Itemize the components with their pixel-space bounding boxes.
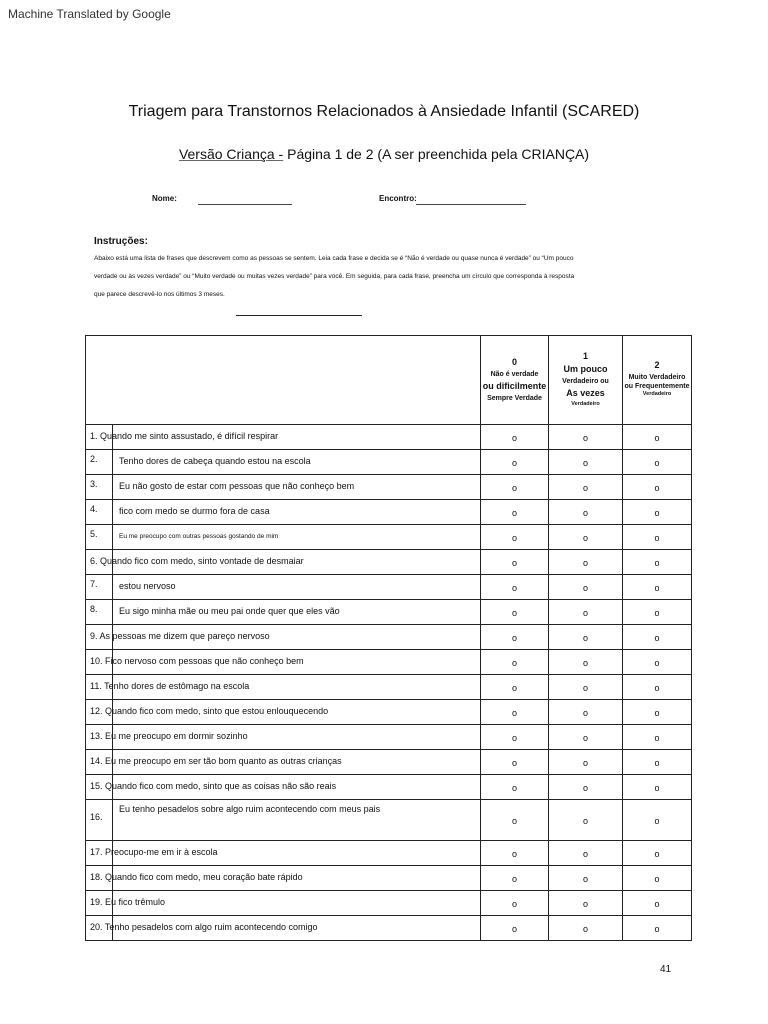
- question-number: 7.: [90, 579, 98, 589]
- column-label-line: Um pouco: [563, 363, 608, 374]
- answer-circle[interactable]: o: [654, 483, 660, 493]
- name-field[interactable]: [198, 204, 292, 205]
- margin-rule: [112, 524, 113, 550]
- answer-circle[interactable]: o: [582, 508, 588, 518]
- question-text: Eu tenho pesadelos sobre algo ruim acontecendo com meus pais: [119, 804, 381, 814]
- question-text: 15. Quando fico com medo, sinto que as coisas não são reais: [90, 781, 337, 791]
- answer-option-0[interactable]: [481, 625, 549, 650]
- answer-circle[interactable]: o: [511, 816, 517, 826]
- instructions-line: Abaixo está uma lista de frases que descrevem como as pessoas se sentem. Leia cada frase e decida se é “Não é verdade ou quase nunca é verdade” ou “Um pouco: [94, 255, 574, 262]
- column-score-2: 2: [654, 360, 660, 371]
- instructions-line: que parece descrevê-lo nos últimos 3 meses.: [94, 291, 225, 298]
- answer-circle[interactable]: o: [511, 758, 517, 768]
- statement-cell: [86, 725, 481, 750]
- column-label-line: Sempre Verdade: [487, 394, 542, 402]
- answer-option-1[interactable]: [549, 600, 623, 625]
- answer-option-2[interactable]: [623, 550, 692, 575]
- column-score-1: 1: [582, 350, 588, 361]
- answer-option-0[interactable]: [481, 675, 549, 700]
- answer-circle[interactable]: o: [511, 558, 517, 568]
- answer-option-1[interactable]: [549, 675, 623, 700]
- page-subtitle: [0, 146, 768, 162]
- instructions-title: Instruções:: [94, 236, 148, 247]
- subtitle-version: Versão Criança -: [178, 146, 284, 162]
- column-label-line: As vezes: [566, 387, 605, 398]
- answer-circle[interactable]: o: [511, 683, 517, 693]
- meeting-label: Encontro:: [379, 194, 417, 203]
- question-text: Eu me preocupo com outras pessoas gostando de mim: [119, 533, 279, 540]
- answer-circle[interactable]: o: [654, 874, 660, 884]
- table-row: [86, 575, 692, 600]
- column-header-1: [549, 336, 623, 425]
- answer-circle[interactable]: o: [582, 483, 588, 493]
- question-text: fico com medo se durmo fora de casa: [119, 506, 270, 516]
- answer-circle[interactable]: o: [511, 658, 517, 668]
- answer-circle[interactable]: o: [511, 924, 517, 934]
- question-text: Eu não gosto de estar com pessoas que não conheço bem: [119, 481, 355, 491]
- answer-circle[interactable]: o: [582, 533, 588, 543]
- table-row: [86, 800, 692, 841]
- question-text: 14. Eu me preocupo em ser tão bom quanto as outras crianças: [90, 756, 342, 766]
- subtitle-rest: Página 1 de 2 (A ser preenchida pela CRIANÇA): [283, 146, 590, 162]
- answer-option-0[interactable]: [481, 575, 549, 600]
- margin-rule: [112, 599, 113, 625]
- answer-option-0[interactable]: [481, 475, 549, 500]
- table-row: [86, 600, 692, 625]
- answer-circle[interactable]: o: [654, 924, 660, 934]
- answer-circle[interactable]: o: [582, 658, 588, 668]
- answer-circle[interactable]: o: [582, 816, 588, 826]
- page-number: 41: [660, 964, 672, 975]
- answer-circle[interactable]: o: [582, 899, 588, 909]
- answer-option-0[interactable]: [481, 425, 549, 450]
- answer-option-1[interactable]: [549, 866, 623, 891]
- answer-circle[interactable]: o: [582, 733, 588, 743]
- answer-circle[interactable]: o: [582, 458, 588, 468]
- statement-cell: [86, 841, 481, 866]
- answer-circle[interactable]: o: [654, 708, 660, 718]
- answer-circle[interactable]: o: [654, 899, 660, 909]
- question-text: 6. Quando fico com medo, sinto vontade de desmaiar: [90, 556, 304, 566]
- question-text: 20. Tenho pesadelos com algo ruim acontecendo comigo: [90, 922, 318, 932]
- statement-cell: [86, 891, 481, 916]
- answer-option-1[interactable]: [549, 775, 623, 800]
- question-text: Eu sigo minha mãe ou meu pai onde quer que eles vão: [119, 606, 340, 616]
- table-row: [86, 725, 692, 750]
- page-title: Triagem para Transtornos Relacionados à Ansiedade Infantil (SCARED): [128, 103, 640, 120]
- answer-option-0[interactable]: [481, 800, 549, 841]
- column-score-0: 0: [511, 356, 517, 367]
- column-label-line: Verdadeiro: [642, 391, 672, 398]
- answer-option-0[interactable]: [481, 600, 549, 625]
- statement-cell: [86, 475, 481, 500]
- statement-cell: [86, 916, 481, 941]
- answer-option-1[interactable]: [549, 425, 623, 450]
- statement-cell: [86, 700, 481, 725]
- answer-option-2[interactable]: [623, 800, 692, 841]
- answer-option-1[interactable]: [549, 625, 623, 650]
- answer-option-2[interactable]: [623, 675, 692, 700]
- statement-cell: [86, 750, 481, 775]
- answer-option-2[interactable]: [623, 625, 692, 650]
- table-row: [86, 750, 692, 775]
- answer-option-2[interactable]: [623, 600, 692, 625]
- answer-option-1[interactable]: [549, 450, 623, 475]
- answer-option-2[interactable]: [623, 650, 692, 675]
- answer-circle[interactable]: o: [654, 583, 660, 593]
- margin-rule: [112, 474, 113, 500]
- table-row: [86, 775, 692, 800]
- question-number: 3.: [90, 479, 98, 489]
- answer-option-0[interactable]: [481, 550, 549, 575]
- statement-cell: [86, 866, 481, 891]
- answer-option-2[interactable]: [623, 775, 692, 800]
- answer-circle[interactable]: o: [654, 508, 660, 518]
- table-row: [86, 550, 692, 575]
- question-text: 13. Eu me preocupo em dormir sozinho: [90, 731, 248, 741]
- question-number: 16.: [90, 812, 103, 822]
- answer-circle[interactable]: o: [511, 458, 517, 468]
- answer-circle[interactable]: o: [654, 458, 660, 468]
- answer-option-2[interactable]: [623, 575, 692, 600]
- answer-option-2[interactable]: [623, 700, 692, 725]
- table-row: [86, 450, 692, 475]
- answer-option-2[interactable]: [623, 866, 692, 891]
- column-header-0: [481, 336, 549, 425]
- answer-circle[interactable]: o: [582, 758, 588, 768]
- answer-circle[interactable]: o: [582, 558, 588, 568]
- statement-cell: [86, 450, 481, 475]
- table-row: [86, 891, 692, 916]
- answer-circle[interactable]: o: [654, 433, 660, 443]
- answer-option-2[interactable]: [623, 500, 692, 525]
- answer-option-2[interactable]: [623, 841, 692, 866]
- answer-circle[interactable]: o: [654, 533, 660, 543]
- statement-cell: [86, 625, 481, 650]
- table-row: [86, 916, 692, 941]
- answer-circle[interactable]: o: [511, 583, 517, 593]
- answer-option-0[interactable]: [481, 750, 549, 775]
- answer-option-2[interactable]: [623, 525, 692, 550]
- answer-option-2[interactable]: [623, 475, 692, 500]
- column-label-line: ou dificilmente: [482, 380, 547, 391]
- question-text: 18. Quando fico com medo, meu coração bate rápido: [90, 872, 303, 882]
- table-row: [86, 500, 692, 525]
- answer-circle[interactable]: o: [582, 433, 588, 443]
- answer-option-0[interactable]: [481, 650, 549, 675]
- scared-questionnaire-table: [85, 335, 692, 941]
- answer-option-2[interactable]: [623, 425, 692, 450]
- answer-circle[interactable]: o: [582, 608, 588, 618]
- answer-circle[interactable]: o: [511, 783, 517, 793]
- table-row: [86, 675, 692, 700]
- question-text: estou nervoso: [119, 581, 176, 591]
- table-row: [86, 866, 692, 891]
- meeting-field[interactable]: [416, 204, 526, 205]
- name-label: Nome:: [152, 194, 177, 203]
- column-label-line: ou Frequentemente: [624, 383, 690, 391]
- statement-cell: [86, 500, 481, 525]
- answer-option-2[interactable]: [623, 450, 692, 475]
- answer-option-2[interactable]: [623, 750, 692, 775]
- answer-circle[interactable]: o: [511, 433, 517, 443]
- answer-option-0[interactable]: [481, 450, 549, 475]
- question-number: 2.: [90, 454, 98, 464]
- answer-option-0[interactable]: [481, 841, 549, 866]
- table-row: [86, 425, 692, 450]
- question-text: 19. Eu fico trêmulo: [90, 897, 166, 907]
- answer-circle[interactable]: o: [582, 583, 588, 593]
- table-row: [86, 841, 692, 866]
- answer-option-0[interactable]: [481, 775, 549, 800]
- question-number: 8.: [90, 604, 98, 614]
- statement-header-cell: [86, 336, 481, 425]
- separator-line: [236, 315, 362, 316]
- statement-cell: [86, 650, 481, 675]
- answer-option-0[interactable]: [481, 500, 549, 525]
- answer-circle[interactable]: o: [511, 533, 517, 543]
- instructions-line: verdade ou às vezes verdade” ou “Muito verdade ou muitas vezes verdade” para você. Em seguida, para cada frase, preencha um círculo que corresponda à resposta: [94, 273, 575, 280]
- column-label-line: Muito Verdadeiro: [628, 374, 686, 382]
- question-text: 9. As pessoas me dizem que pareço nervoso: [90, 631, 270, 641]
- answer-circle[interactable]: o: [654, 558, 660, 568]
- answer-option-1[interactable]: [549, 725, 623, 750]
- answer-option-0[interactable]: [481, 700, 549, 725]
- answer-circle[interactable]: o: [511, 733, 517, 743]
- table-row: [86, 525, 692, 550]
- answer-option-1[interactable]: [549, 750, 623, 775]
- answer-option-1[interactable]: [549, 891, 623, 916]
- statement-cell: [86, 775, 481, 800]
- answer-circle[interactable]: o: [654, 816, 660, 826]
- answer-option-0[interactable]: [481, 525, 549, 550]
- margin-rule: [112, 499, 113, 525]
- answer-circle[interactable]: o: [511, 899, 517, 909]
- statement-cell: [86, 525, 481, 550]
- answer-circle[interactable]: o: [582, 708, 588, 718]
- question-text: 17. Preocupo-me em ir à escola: [90, 847, 218, 857]
- answer-option-1[interactable]: [549, 800, 623, 841]
- answer-option-2[interactable]: [623, 891, 692, 916]
- answer-option-1[interactable]: [549, 500, 623, 525]
- column-header-2: [623, 336, 692, 425]
- answer-circle[interactable]: o: [511, 508, 517, 518]
- answer-circle[interactable]: o: [654, 633, 660, 643]
- answer-option-2[interactable]: [623, 725, 692, 750]
- answer-option-2[interactable]: [623, 916, 692, 941]
- machine-translated-banner: Machine Translated by Google: [8, 7, 171, 21]
- answer-circle[interactable]: o: [511, 849, 517, 859]
- question-text: 10. Fico nervoso com pessoas que não conheço bem: [90, 656, 304, 666]
- answer-option-1[interactable]: [549, 841, 623, 866]
- answer-option-0[interactable]: [481, 891, 549, 916]
- column-label-line: Não é verdade: [490, 370, 539, 378]
- statement-cell: [86, 800, 481, 841]
- question-number: 4.: [90, 504, 98, 514]
- answer-circle[interactable]: o: [654, 658, 660, 668]
- column-label-line: Verdadeiro: [571, 400, 600, 407]
- table-row: [86, 625, 692, 650]
- answer-option-1[interactable]: [549, 550, 623, 575]
- column-label-line: Verdadeiro ou: [562, 377, 609, 385]
- question-text: 11. Tenho dores de estômago na escola: [90, 681, 250, 691]
- statement-cell: [86, 600, 481, 625]
- question-text: 12. Quando fico com medo, sinto que estou enlouquecendo: [90, 706, 329, 716]
- answer-circle[interactable]: o: [511, 874, 517, 884]
- answer-circle[interactable]: o: [582, 849, 588, 859]
- table-row: [86, 700, 692, 725]
- answer-circle[interactable]: o: [654, 758, 660, 768]
- answer-option-1[interactable]: [549, 700, 623, 725]
- statement-cell: [86, 425, 481, 450]
- statement-cell: [86, 550, 481, 575]
- answer-option-0[interactable]: [481, 866, 549, 891]
- margin-rule: [112, 799, 113, 841]
- answer-option-1[interactable]: [549, 650, 623, 675]
- statement-cell: [86, 575, 481, 600]
- answer-option-0[interactable]: [481, 916, 549, 941]
- answer-circle[interactable]: o: [582, 924, 588, 934]
- answer-circle[interactable]: o: [511, 708, 517, 718]
- table-header-row: [86, 336, 692, 425]
- table-row: [86, 475, 692, 500]
- answer-option-0[interactable]: [481, 725, 549, 750]
- answer-circle[interactable]: o: [582, 783, 588, 793]
- answer-circle[interactable]: o: [654, 683, 660, 693]
- table-row: [86, 650, 692, 675]
- answer-circle[interactable]: o: [582, 683, 588, 693]
- answer-option-1[interactable]: [549, 916, 623, 941]
- answer-circle[interactable]: o: [511, 633, 517, 643]
- answer-circle[interactable]: o: [654, 849, 660, 859]
- statement-cell: [86, 675, 481, 700]
- answer-option-1[interactable]: [549, 575, 623, 600]
- answer-circle[interactable]: o: [511, 608, 517, 618]
- question-text: Tenho dores de cabeça quando estou na escola: [119, 456, 311, 466]
- answer-option-1[interactable]: [549, 525, 623, 550]
- answer-circle[interactable]: o: [654, 733, 660, 743]
- margin-rule: [112, 449, 113, 475]
- answer-circle[interactable]: o: [511, 483, 517, 493]
- answer-circle[interactable]: o: [582, 633, 588, 643]
- answer-circle[interactable]: o: [654, 783, 660, 793]
- question-number: 5.: [90, 529, 98, 539]
- answer-circle[interactable]: o: [654, 608, 660, 618]
- margin-rule: [112, 574, 113, 600]
- answer-option-1[interactable]: [549, 475, 623, 500]
- answer-circle[interactable]: o: [582, 874, 588, 884]
- question-text: 1. Quando me sinto assustado, é difícil respirar: [90, 431, 279, 441]
